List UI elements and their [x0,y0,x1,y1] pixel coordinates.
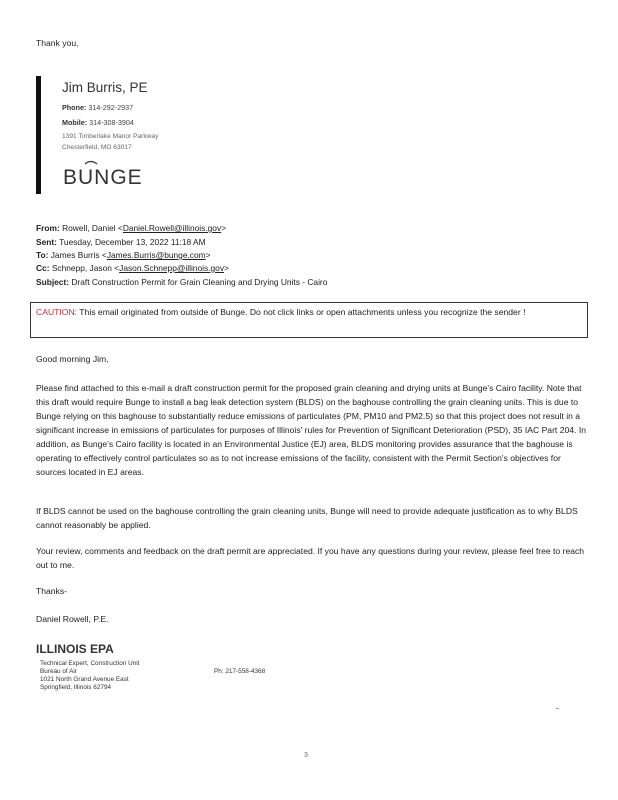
body-paragraph-2: If BLDS cannot be used on the baghouse controlling the grain cleaning units, Bunge will need to provide adequate justification as to why BLDS cannot reasonably be applied. [36,506,578,530]
body-paragraph-1: Please find attached to this e-mail a draft construction permit for the proposed grain cleaning and drying units at Bunge's Cairo facility. Note that this draft would require Bunge to install a bag leak detection system (BLDS) on the baghouse controlling the grain cleaning units. This is due to Bunge relying on this baghouse to substantially reduce emissions of particulates (PM, PM10 and PM2.5) so that this project does not result in a significant increase in emissions of particulates for purposes of Illinois' rules for Prevention of Significant Deterioration (PSD), 35 IAC Part 204. In addition, as Bunge's Cairo facility is located in an Environmental Justice (EJ) area, BLDS monitoring provides assurance that the baghouse is operating to effectively control particulates so as to not increase emissions of the facility, consistent with the Permit Section's objectives for sources located in EJ areas. [36,383,586,477]
subject-line [36,276,327,289]
signature-phone [62,102,133,113]
cc-line [36,262,229,275]
cc-name: Schnepp, Jason < [51,263,120,273]
from-label: From: [36,223,60,233]
epa-line-1: Technical Expert, Construction Unit [40,660,140,667]
thanks-text: Thanks- [36,586,68,596]
to-name: James Burris < [50,250,107,260]
mobile-value: 314-308-3904 [89,118,134,127]
bunge-logo: BUNGE [63,166,143,189]
cc-email-link[interactable]: Jason.Schnepp@illinois.gov [119,263,225,273]
signature-bar [36,76,41,194]
signature-address-1: 1391 Timberlake Manor Parkway [62,133,159,140]
epa-line-2: Bureau of Air [40,668,77,675]
greeting: Good morning Jim, [36,354,109,364]
page-number: 3 [304,752,308,759]
epa-line-4: Springfield, Illinois 62794 [40,684,112,691]
closing-text: Thank you, [36,38,79,48]
sent-label: Sent: [36,237,57,247]
sent-line [36,236,206,249]
mobile-label: Mobile: [62,118,88,127]
from-line [36,222,226,235]
from-close: > [221,223,227,233]
phone-label: Phone: [62,103,87,112]
scan-speck [556,708,559,709]
to-close: > [205,250,211,260]
signature-address-2: Chesterfield, MO 63017 [62,144,132,151]
caution-message: This email originated from outside of Bunge. Do not click links or open attachments unless you recognize the sender ! [77,307,526,317]
from-name: Rowell, Daniel < [62,223,123,233]
signature-mobile [62,117,134,128]
body-paragraph-3: Your review, comments and feedback on the draft permit are appreciated. If you have any questions during your review, please feel free to reach out to me. [36,546,585,570]
subject-value: Draft Construction Permit for Grain Cleaning and Drying Units - Cairo [71,277,328,287]
sent-value: Tuesday, December 13, 2022 11:18 AM [59,237,206,247]
subject-label: Subject: [36,277,70,287]
to-label: To: [36,250,49,260]
caution-text [36,305,584,319]
phone-value: 314-292-2937 [88,103,134,112]
epa-org: ILLINOIS EPA [36,642,114,656]
epa-line-3: 1021 North Grand Avenue East [40,676,129,683]
bunge-logo-icon [84,160,98,165]
signature-name: Jim Burris, PE [62,80,148,95]
epa-phone: Ph: 217-558-4368 [214,668,266,675]
to-line [36,249,211,262]
sender-name: Daniel Rowell, P.E. [36,614,109,624]
caution-label: CAUTION: [36,307,78,317]
cc-close: > [224,263,229,273]
from-email-link[interactable]: Daniel.Rowell@illinois.gov [122,223,222,233]
to-email-link[interactable]: James.Burris@bunge.com [106,250,206,260]
cc-label: Cc: [36,263,50,273]
